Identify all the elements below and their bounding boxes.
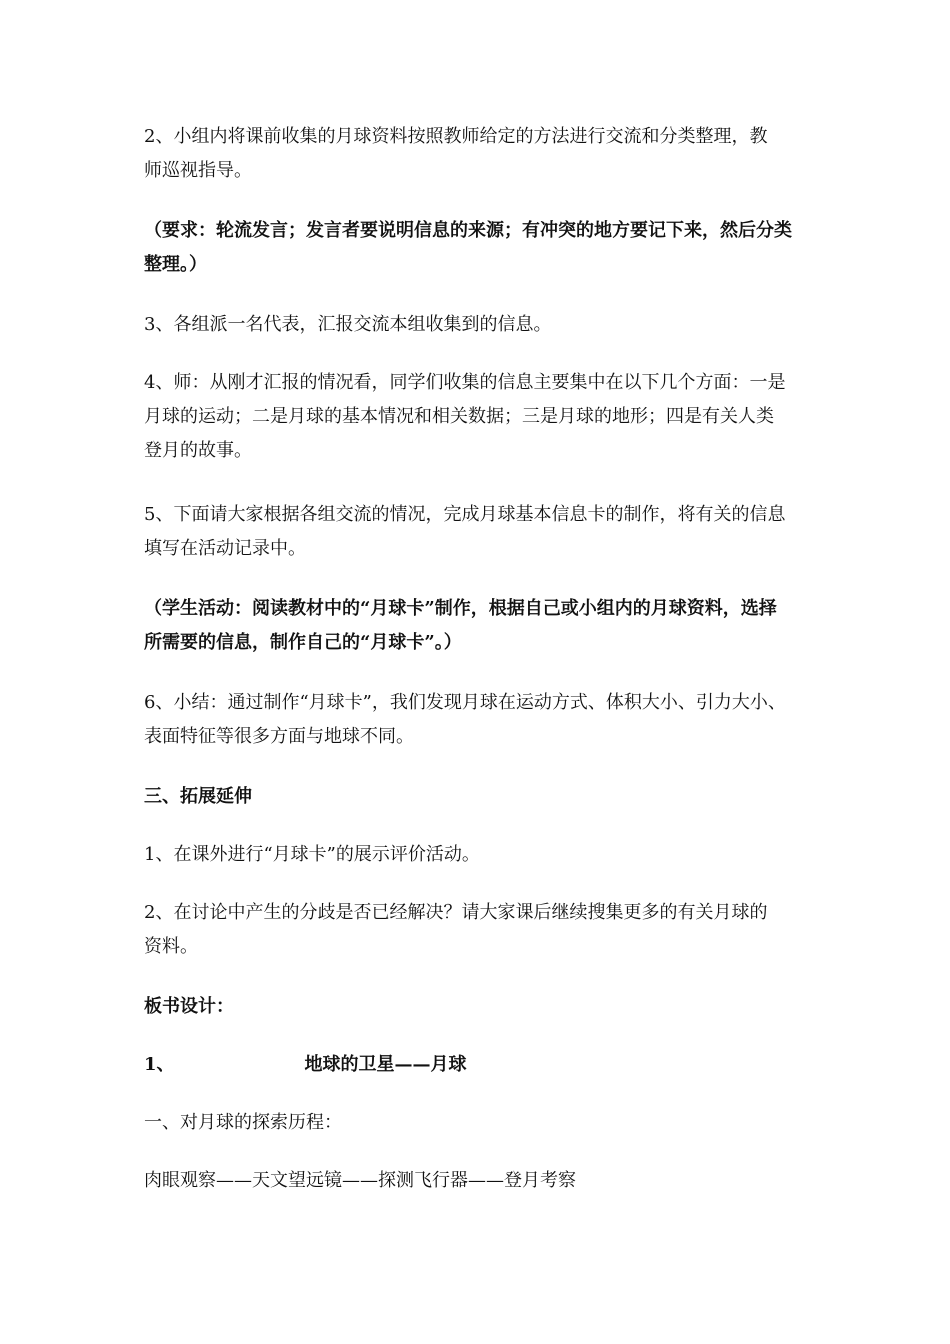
student-activity-note: [144, 592, 812, 660]
paragraph-line: （要求：轮流发言；发言者要说明信息的来源；有冲突的地方要记下来，然后分类: [144, 220, 792, 241]
paragraph-line: 肉眼观察——天文望远镜——探测飞行器——登月考察: [144, 1170, 576, 1191]
heading-text: 板书设计：: [144, 996, 234, 1017]
board-design-heading: [144, 990, 812, 1024]
paragraph-line: 登月的故事。: [144, 440, 252, 461]
paragraph-line: 6、小结：通过制作“月球卡”，我们发现月球在运动方式、体积大小、引力大小、: [144, 692, 786, 713]
board-item-1-detail: [144, 1164, 812, 1198]
paragraph-line: 月球的运动；二是月球的基本情况和相关数据；三是月球的地形；四是有关人类: [144, 406, 774, 427]
board-title: 地球的卫星——月球: [304, 1054, 467, 1075]
paragraph-line: 填写在活动记录中。: [144, 538, 306, 559]
paragraph-line: 一、对月球的探索历程：: [144, 1112, 342, 1133]
paragraph-line: 4、师：从刚才汇报的情况看，同学们收集的信息主要集中在以下几个方面：一是: [144, 372, 786, 393]
section-title: 三、拓展延伸: [144, 786, 252, 807]
paragraph-step-2: [144, 120, 812, 188]
paragraph-line: 5、下面请大家根据各组交流的情况，完成月球基本信息卡的制作，将有关的信息: [144, 504, 786, 525]
paragraph-line: 资料。: [144, 936, 198, 957]
paragraph-line: 2、小组内将课前收集的月球资料按照教师给定的方法进行交流和分类整理，教: [144, 126, 768, 147]
paragraph-step-4: [144, 366, 812, 468]
paragraph-line: 整理。）: [144, 254, 207, 275]
paragraph-line: 师巡视指导。: [144, 160, 252, 181]
paragraph-line: 所需要的信息，制作自己的“月球卡”。）: [144, 632, 462, 653]
requirement-note: [144, 214, 812, 282]
paragraph-line: 表面特征等很多方面与地球不同。: [144, 726, 414, 747]
extension-item-1: [144, 838, 812, 872]
paragraph-step-5: [144, 498, 812, 566]
board-item-1: [144, 1106, 812, 1140]
paragraph-step-6: [144, 686, 812, 754]
board-number: 1、: [144, 1054, 175, 1075]
board-title-line: [144, 1048, 812, 1082]
extension-item-2: [144, 896, 812, 964]
section-heading: [144, 780, 812, 814]
paragraph-line: 2、在讨论中产生的分歧是否已经解决？请大家课后继续搜集更多的有关月球的: [144, 902, 768, 923]
paragraph-line: （学生活动：阅读教材中的“月球卡”制作，根据自己或小组内的月球资料，选择: [144, 598, 777, 619]
paragraph-step-3: [144, 308, 812, 342]
paragraph-line: 3、各组派一名代表，汇报交流本组收集到的信息。: [144, 314, 552, 335]
paragraph-line: 1、在课外进行“月球卡”的展示评价活动。: [144, 844, 480, 865]
